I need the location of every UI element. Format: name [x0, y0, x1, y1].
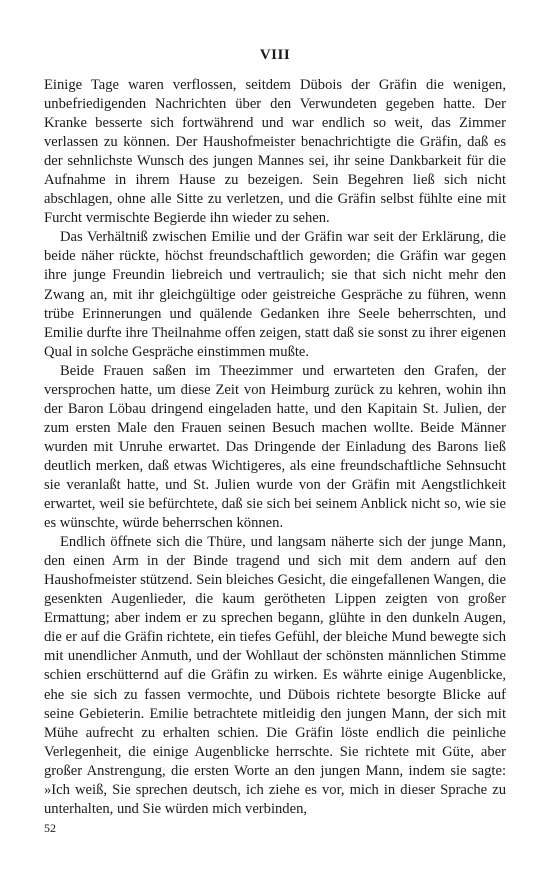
page-number: 52	[44, 821, 56, 835]
chapter-heading: VIII	[259, 47, 291, 63]
book-page	[44, 46, 506, 819]
paragraph-2: Das Verhältniß zwischen Emilie und der Gräfin war seit der Erklärung, die beide näher rückte, höchst freundschaftlich geworden; die Gräfin war gegen ihre junge Freundin liebreich und vertraulich; sie that sich nicht mehr den Zwang an, mit ihr gleichgültige oder geistreiche Gespräche zu führen, wenn trübe Erinnerungen und quälende Gedanken ihre Seele beherrschten, und Emilie durfte ihre Theilnahme offen zeigen, statt daß sie sonst zu ihrer eigenen Qual in solche Gespräche einstimmen mußte.	[44, 229, 506, 360]
paragraph-4: Endlich öffnete sich die Thüre, und langsam näherte sich der junge Mann, den einen Arm in der Binde tragend und sich mit dem andern auf den Haushofmeister stützend. Sein bleiches Gesicht, die eingefallenen Wangen, die gesenkten Augenlieder, die kaum gerötheten Lippen zeigten von großer Ermattung; aber indem er zu sprechen begann, glühte in den dunkeln Augen, die er auf die Gräfin richtete, ein tiefes Gefühl, der bleiche Mund bewegte sich mit unendlicher Anmuth, und der Wohllaut der schönsten männlichen Stimme schien erschütternd auf die Gräfin zu wirken. Es währte einige Augenblicke, ehe sie sich zu fassen vermochte, und Dübois richtete besorgte Blicke auf seine Gebieterin. Emilie betrachtete mitleidig den jungen Mann, der sich mit Mühe aufrecht zu erhalten schien. Die Gräfin löste endlich die peinliche Verlegenheit, die einige Augenblicke herrschte. Sie richtete mit Güte, aber großer Anstrengung, die ersten Worte an den jungen Mann, indem sie sagte: »Ich weiß, Sie sprechen deutsch, ich ziehe es vor, mich in dieser Sprache zu unterhalten, und Sie würden mich verbinden,	[44, 534, 506, 817]
paragraph-1: Einige Tage waren verflossen, seitdem Dübois der Gräfin die wenigen, unbefriedigenden Nachrichten über den Verwundeten gegeben hatte. Der Kranke besserte sich fortwährend und war endlich so weit, das Zimmer verlassen zu können. Der Haushofmeister benachrichtigte die Gräfin, daß es der sehnlichste Wunsch des jungen Mannes sei, ihr seine Dankbarkeit für die Aufnahme in ihrem Hause zu bezeigen. Sein Begehren ließ sich nicht abschlagen, ohne alle Sitte zu verletzen, und die Gräfin selbst fühlte eine mit Furcht vermischte Begierde ihn wieder zu sehen.	[44, 77, 506, 227]
paragraph-3: Beide Frauen saßen im Theezimmer und erwarteten den Grafen, der versprochen hatte, um diese Zeit von Heimburg zurück zu kehren, wohin ihn der Baron Löbau dringend eingeladen hatte, und den Kapitain St. Julien, der zum ersten Male den Frauen seinen Besuch machen wollte. Beide Männer wurden mit Unruhe erwartet. Das Dringende der Einladung des Barons ließ deutlich merken, daß etwas Wichtigeres, als eine freundschaftliche Sehnsucht sie veranlaßt hatte, und St. Julien wurde von der Gräfin mit Aengstlichkeit erwartet, weil sie befürchtete, daß sie sich bei seinem Anblick nicht so, wie sie es wünschte, würde beherrschen können.	[44, 362, 506, 532]
